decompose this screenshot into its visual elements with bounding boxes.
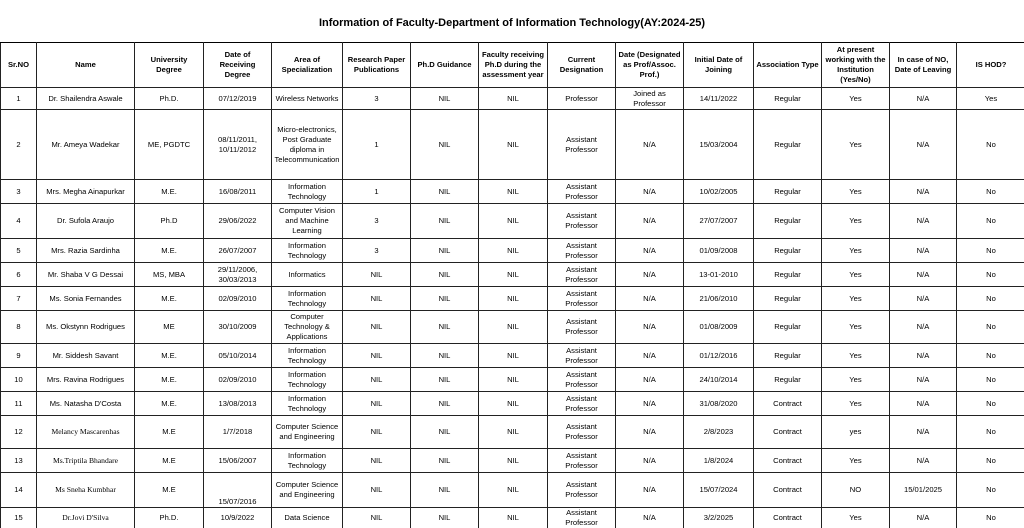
table-row [1,344,1024,368]
cell-specialization: Information Technology [272,392,343,416]
cell-date-designated: Joined as Professor [616,88,684,110]
cell-date-designated: N/A [616,449,684,473]
table-row [1,392,1024,416]
cell-sr-no: 2 [1,110,37,180]
cell-degree: MS, MBA [135,263,204,287]
table-row [1,416,1024,449]
cell-faculty-phd: NIL [479,392,548,416]
cell-date-designated: N/A [616,110,684,180]
cell-publications: 1 [343,180,411,204]
cell-joining-date: 01/12/2016 [684,344,754,368]
cell-present-working: Yes [822,311,890,344]
cell-joining-date: 24/10/2014 [684,368,754,392]
cell-joining-date: 31/08/2020 [684,392,754,416]
cell-joining-date: 15/07/2024 [684,473,754,508]
cell-phd-guidance: NIL [411,508,479,528]
cell-degree-date: 30/10/2009 [204,311,272,344]
cell-faculty-phd: NIL [479,473,548,508]
cell-leaving-date: N/A [890,180,957,204]
cell-specialization: Information Technology [272,449,343,473]
cell-association-type: Regular [754,368,822,392]
cell-leaving-date: N/A [890,88,957,110]
cell-degree-date: 13/08/2013 [204,392,272,416]
cell-name: Mr. Ameya Wadekar [37,110,135,180]
cell-is-hod: No [957,416,1024,449]
cell-sr-no: 12 [1,416,37,449]
header-date-of-leaving: In case of NO, Date of Leaving [890,43,957,88]
cell-specialization: Computer Technology & Applications [272,311,343,344]
cell-association-type: Regular [754,204,822,239]
cell-association-type: Regular [754,180,822,204]
cell-sr-no: 11 [1,392,37,416]
cell-date-designated: N/A [616,416,684,449]
cell-joining-date: 01/08/2009 [684,311,754,344]
cell-leaving-date: N/A [890,368,957,392]
cell-designation: Assistant Professor [548,368,616,392]
cell-faculty-phd: NIL [479,239,548,263]
cell-is-hod: No [957,473,1024,508]
cell-phd-guidance: NIL [411,311,479,344]
cell-association-type: Contract [754,392,822,416]
cell-designation: Assistant Professor [548,392,616,416]
cell-joining-date: 1/8/2024 [684,449,754,473]
cell-is-hod: No [957,110,1024,180]
cell-sr-no: 4 [1,204,37,239]
cell-date-designated: N/A [616,180,684,204]
cell-faculty-phd: NIL [479,263,548,287]
cell-degree-date: 02/09/2010 [204,368,272,392]
cell-is-hod: No [957,239,1024,263]
cell-name: Ms. Sonia Fernandes [37,287,135,311]
cell-degree: Ph.D. [135,508,204,528]
cell-phd-guidance: NIL [411,416,479,449]
cell-name: Ms Sneha Kumbhar [37,473,135,508]
cell-name: Mrs. Razia Sardinha [37,239,135,263]
cell-name: Mr. Siddesh Savant [37,344,135,368]
cell-leaving-date: N/A [890,449,957,473]
cell-faculty-phd: NIL [479,287,548,311]
cell-leaving-date: 15/01/2025 [890,473,957,508]
cell-present-working: Yes [822,368,890,392]
cell-association-type: Regular [754,263,822,287]
header-is-hod: IS HOD? [957,43,1024,88]
table-row [1,204,1024,239]
cell-leaving-date: N/A [890,392,957,416]
cell-faculty-phd: NIL [479,449,548,473]
cell-date-designated: N/A [616,392,684,416]
header-date-of-joining: Initial Date of Joining [684,43,754,88]
table-row [1,239,1024,263]
header-name: Name [37,43,135,88]
cell-joining-date: 10/02/2005 [684,180,754,204]
cell-degree-date: 10/9/2022 [204,508,272,528]
cell-phd-guidance: NIL [411,473,479,508]
cell-designation: Assistant Professor [548,508,616,528]
cell-designation: Assistant Professor [548,344,616,368]
cell-specialization: Informatics [272,263,343,287]
cell-publications: NIL [343,449,411,473]
cell-present-working: Yes [822,344,890,368]
cell-association-type: Regular [754,88,822,110]
cell-is-hod: No [957,311,1024,344]
cell-joining-date: 01/09/2008 [684,239,754,263]
header-date-of-degree: Date of Receiving Degree [204,43,272,88]
cell-degree: Ph.D [135,204,204,239]
cell-association-type: Regular [754,239,822,263]
cell-publications: NIL [343,344,411,368]
cell-faculty-phd: NIL [479,204,548,239]
cell-leaving-date: N/A [890,287,957,311]
cell-association-type: Contract [754,508,822,528]
header-row [1,43,1024,88]
cell-faculty-phd: NIL [479,180,548,204]
cell-sr-no: 3 [1,180,37,204]
cell-degree-date: 1/7/2018 [204,416,272,449]
cell-present-working: Yes [822,508,890,528]
cell-phd-guidance: NIL [411,287,479,311]
header-sr-no: Sr.NO [1,43,37,88]
cell-phd-guidance: NIL [411,204,479,239]
table-row [1,88,1024,110]
table-row [1,368,1024,392]
cell-is-hod: No [957,287,1024,311]
cell-specialization: Computer Vision and Machine Learning [272,204,343,239]
cell-leaving-date: N/A [890,263,957,287]
cell-name: Mrs. Megha Ainapurkar [37,180,135,204]
cell-degree: M.E. [135,344,204,368]
cell-association-type: Regular [754,344,822,368]
table-row [1,311,1024,344]
cell-present-working: Yes [822,239,890,263]
cell-name: Ms.Triptila Bhandare [37,449,135,473]
cell-designation: Professor [548,88,616,110]
cell-sr-no: 15 [1,508,37,528]
cell-leaving-date: N/A [890,416,957,449]
cell-designation: Assistant Professor [548,473,616,508]
cell-degree-date: 29/06/2022 [204,204,272,239]
cell-present-working: Yes [822,449,890,473]
cell-designation: Assistant Professor [548,180,616,204]
cell-joining-date: 3/2/2025 [684,508,754,528]
cell-degree-date: 29/11/2006, 30/03/2013 [204,263,272,287]
cell-sr-no: 8 [1,311,37,344]
cell-is-hod: No [957,344,1024,368]
table-row [1,180,1024,204]
cell-phd-guidance: NIL [411,88,479,110]
header-faculty-phd: Faculty receiving Ph.D during the assessment year [479,43,548,88]
cell-publications: NIL [343,263,411,287]
cell-degree-date: 07/12/2019 [204,88,272,110]
cell-leaving-date: N/A [890,110,957,180]
cell-is-hod: No [957,204,1024,239]
cell-specialization: Computer Science and Engineering [272,416,343,449]
cell-present-working: Yes [822,392,890,416]
cell-phd-guidance: NIL [411,239,479,263]
cell-publications: NIL [343,287,411,311]
cell-specialization: Information Technology [272,368,343,392]
cell-publications: 3 [343,204,411,239]
cell-date-designated: N/A [616,344,684,368]
cell-sr-no: 14 [1,473,37,508]
header-university-degree: University Degree [135,43,204,88]
header-designation: Current Designation [548,43,616,88]
table-row [1,263,1024,287]
page-title: Information of Faculty-Department of Information Technology(AY:2024-25) [318,17,706,29]
cell-degree: M.E [135,473,204,508]
cell-designation: Assistant Professor [548,204,616,239]
cell-degree: ME [135,311,204,344]
cell-designation: Assistant Professor [548,110,616,180]
cell-publications: NIL [343,392,411,416]
cell-degree-date: 15/06/2007 [204,449,272,473]
cell-is-hod: No [957,368,1024,392]
cell-present-working: Yes [822,287,890,311]
cell-present-working: Yes [822,180,890,204]
cell-leaving-date: N/A [890,344,957,368]
cell-sr-no: 5 [1,239,37,263]
cell-name: Dr. Shailendra Aswale [37,88,135,110]
cell-date-designated: N/A [616,368,684,392]
cell-date-designated: N/A [616,311,684,344]
cell-is-hod: No [957,508,1024,528]
cell-is-hod: No [957,392,1024,416]
cell-specialization: Information Technology [272,180,343,204]
cell-degree: M.E. [135,239,204,263]
cell-leaving-date: N/A [890,204,957,239]
cell-phd-guidance: NIL [411,368,479,392]
cell-degree: M.E. [135,392,204,416]
cell-sr-no: 13 [1,449,37,473]
cell-joining-date: 15/03/2004 [684,110,754,180]
cell-designation: Assistant Professor [548,311,616,344]
cell-faculty-phd: NIL [479,344,548,368]
cell-publications: NIL [343,416,411,449]
cell-specialization: Wireless Networks [272,88,343,110]
cell-sr-no: 1 [1,88,37,110]
cell-association-type: Contract [754,449,822,473]
cell-present-working: yes [822,416,890,449]
cell-association-type: Regular [754,311,822,344]
cell-present-working: Yes [822,88,890,110]
table-row [1,508,1024,528]
cell-date-designated: N/A [616,263,684,287]
cell-association-type: Contract [754,416,822,449]
cell-designation: Assistant Professor [548,416,616,449]
cell-faculty-phd: NIL [479,110,548,180]
header-phd-guidance: Ph.D Guidance [411,43,479,88]
cell-degree-date: 15/07/2016 [204,473,272,508]
cell-leaving-date: N/A [890,239,957,263]
cell-degree: M.E. [135,368,204,392]
cell-publications: NIL [343,508,411,528]
cell-publications: NIL [343,473,411,508]
cell-designation: Assistant Professor [548,239,616,263]
table-row [1,110,1024,180]
cell-joining-date: 27/07/2007 [684,204,754,239]
cell-joining-date: 13-01-2010 [684,263,754,287]
cell-name: Ms. Okstynn Rodrigues [37,311,135,344]
cell-leaving-date: N/A [890,311,957,344]
cell-designation: Assistant Professor [548,449,616,473]
cell-is-hod: No [957,449,1024,473]
cell-publications: NIL [343,311,411,344]
table-row [1,287,1024,311]
cell-degree-date: 02/09/2010 [204,287,272,311]
cell-specialization: Data Science [272,508,343,528]
cell-degree-date: 16/08/2011 [204,180,272,204]
cell-date-designated: N/A [616,204,684,239]
header-date-designated: Date (Designated as Prof/Assoc. Prof.) [616,43,684,88]
cell-specialization: Information Technology [272,344,343,368]
cell-is-hod: Yes [957,88,1024,110]
cell-name: Ms. Natasha D'Costa [37,392,135,416]
header-publications: Research Paper Publications [343,43,411,88]
cell-is-hod: No [957,180,1024,204]
cell-date-designated: N/A [616,239,684,263]
header-present-working: At present working with the Institution (Yes/No) [822,43,890,88]
cell-sr-no: 9 [1,344,37,368]
cell-leaving-date: N/A [890,508,957,528]
cell-phd-guidance: NIL [411,110,479,180]
header-specialization: Area of Specialization [272,43,343,88]
cell-name: Dr. Sufola Araujo [37,204,135,239]
cell-faculty-phd: NIL [479,88,548,110]
cell-phd-guidance: NIL [411,263,479,287]
cell-joining-date: 14/11/2022 [684,88,754,110]
cell-degree-date: 05/10/2014 [204,344,272,368]
cell-joining-date: 2/8/2023 [684,416,754,449]
cell-publications: 3 [343,239,411,263]
header-association-type: Association Type [754,43,822,88]
cell-sr-no: 6 [1,263,37,287]
cell-faculty-phd: NIL [479,416,548,449]
cell-date-designated: N/A [616,287,684,311]
cell-specialization: Micro-electronics, Post Graduate diploma in Telecommunication [272,110,343,180]
cell-degree: M.E. [135,180,204,204]
cell-association-type: Contract [754,473,822,508]
cell-date-designated: N/A [616,508,684,528]
cell-association-type: Regular [754,287,822,311]
cell-faculty-phd: NIL [479,368,548,392]
cell-name: Mr. Shaba V G Dessai [37,263,135,287]
cell-name: Mrs. Ravina Rodrigues [37,368,135,392]
cell-faculty-phd: NIL [479,508,548,528]
table-row [1,449,1024,473]
cell-degree: M.E [135,416,204,449]
cell-present-working: Yes [822,263,890,287]
cell-degree-date: 26/07/2007 [204,239,272,263]
cell-degree-date: 08/11/2011, 10/11/2012 [204,110,272,180]
cell-present-working: Yes [822,204,890,239]
cell-date-designated: N/A [616,473,684,508]
cell-degree: M.E. [135,287,204,311]
cell-phd-guidance: NIL [411,344,479,368]
cell-specialization: Information Technology [272,239,343,263]
cell-phd-guidance: NIL [411,449,479,473]
cell-is-hod: No [957,263,1024,287]
cell-publications: 1 [343,110,411,180]
cell-association-type: Regular [754,110,822,180]
cell-name: Dr.Jovi D'Silva [37,508,135,528]
cell-designation: Assistant Professor [548,263,616,287]
faculty-table [0,42,1024,528]
cell-sr-no: 7 [1,287,37,311]
cell-sr-no: 10 [1,368,37,392]
cell-specialization: Information Technology [272,287,343,311]
cell-phd-guidance: NIL [411,180,479,204]
cell-phd-guidance: NIL [411,392,479,416]
cell-publications: NIL [343,368,411,392]
cell-specialization: Computer Science and Engineering [272,473,343,508]
cell-name: Melancy Mascarenhas [37,416,135,449]
cell-degree: ME, PGDTC [135,110,204,180]
cell-degree: Ph.D. [135,88,204,110]
cell-publications: 3 [343,88,411,110]
cell-faculty-phd: NIL [479,311,548,344]
table-row [1,473,1024,508]
cell-present-working: NO [822,473,890,508]
cell-designation: Assistant Professor [548,287,616,311]
cell-degree: M.E [135,449,204,473]
cell-joining-date: 21/06/2010 [684,287,754,311]
cell-present-working: Yes [822,110,890,180]
